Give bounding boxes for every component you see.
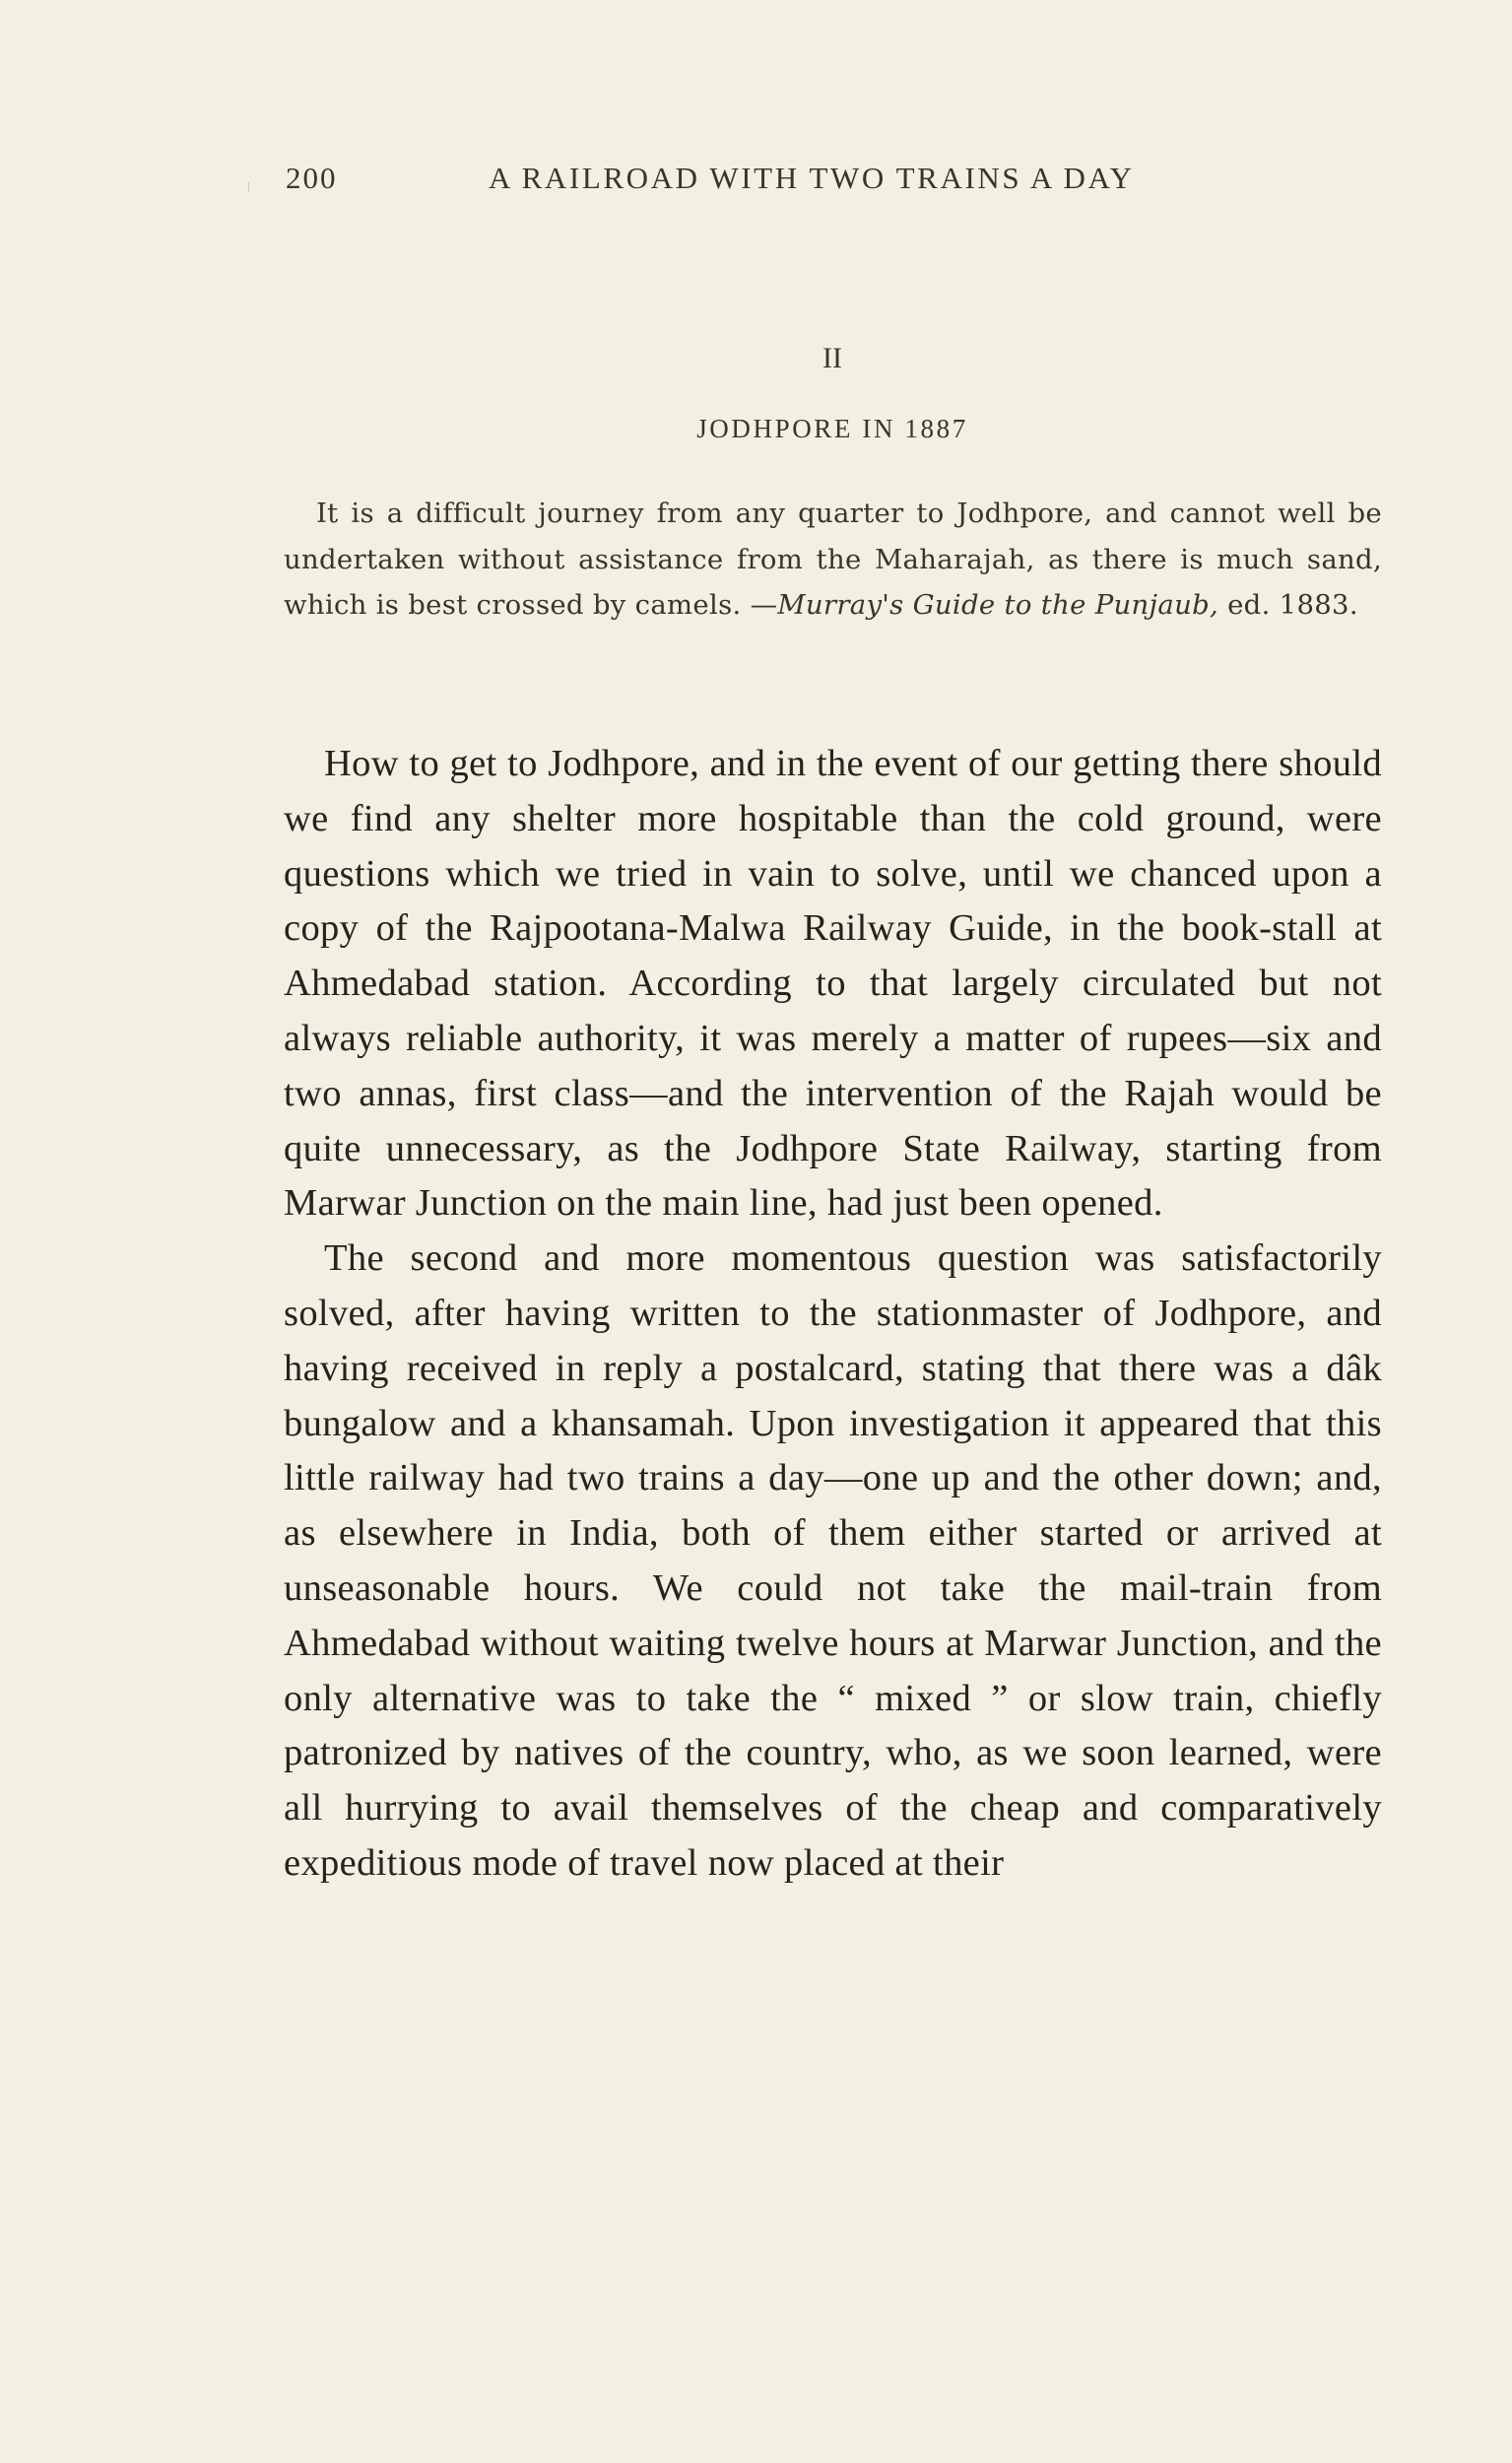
epigraph-edition: ed. 1883. — [1218, 589, 1358, 621]
epigraph-source: Murray's Guide to the Punjaub, — [777, 589, 1219, 621]
epigraph-text: It is a difficult journey from any quarter to Jodhpore, and cannot well be undertaken without assistance from the Maharajah, as there is much sand, which is best crossed by camels. — — [284, 498, 1382, 621]
epigraph — [284, 491, 1382, 629]
body-text — [284, 737, 1382, 1892]
running-title: A RAILROAD WITH TWO TRAINS A DAY — [489, 161, 1135, 195]
paragraph: How to get to Jodhpore, and in the event of our getting there should we find any shelter more hospitable than the cold ground, were questions which we tried in vain to solve, until we chanced upon a copy of the Rajpootana-Malwa Railway Guide, in the book-stall at Ahmedabad station. According to that largely circulated but not always reliable authority, it was merely a matter of rupees—six and two annas, first class—and the intervention of the Rajah would be quite unnecessary, as the Jodhpore State Railway, starting from Marwar Junction on the main line, had just been opened. — [284, 743, 1382, 1225]
page-number: 200 — [286, 161, 338, 195]
section-heading: JODHPORE IN 1887 — [696, 414, 968, 443]
section-number: II — [822, 342, 842, 374]
margin-tick — [248, 182, 249, 192]
paragraph: The second and more momentous question was satisfactorily solved, after having written to the stationmaster of Jodhpore, and having received in reply a postalcard, stating that there was a dâk bungalow and a khansamah. Upon investigation it appeared that this little railway had two trains a day—one up and the other down; and, as elsewhere in India, both of them either started or arrived at unseasonable hours. We could not take the mail-train from Ahmedabad without waiting twelve hours at Marwar Junction, and the only alternative was to take the “ mixed ” or slow train, chiefly patronized by natives of the country, who, as we soon learned, were all hurrying to avail themselves of the cheap and comparatively expeditious mode of travel now placed at their — [284, 1237, 1382, 1884]
running-head — [286, 161, 1192, 204]
